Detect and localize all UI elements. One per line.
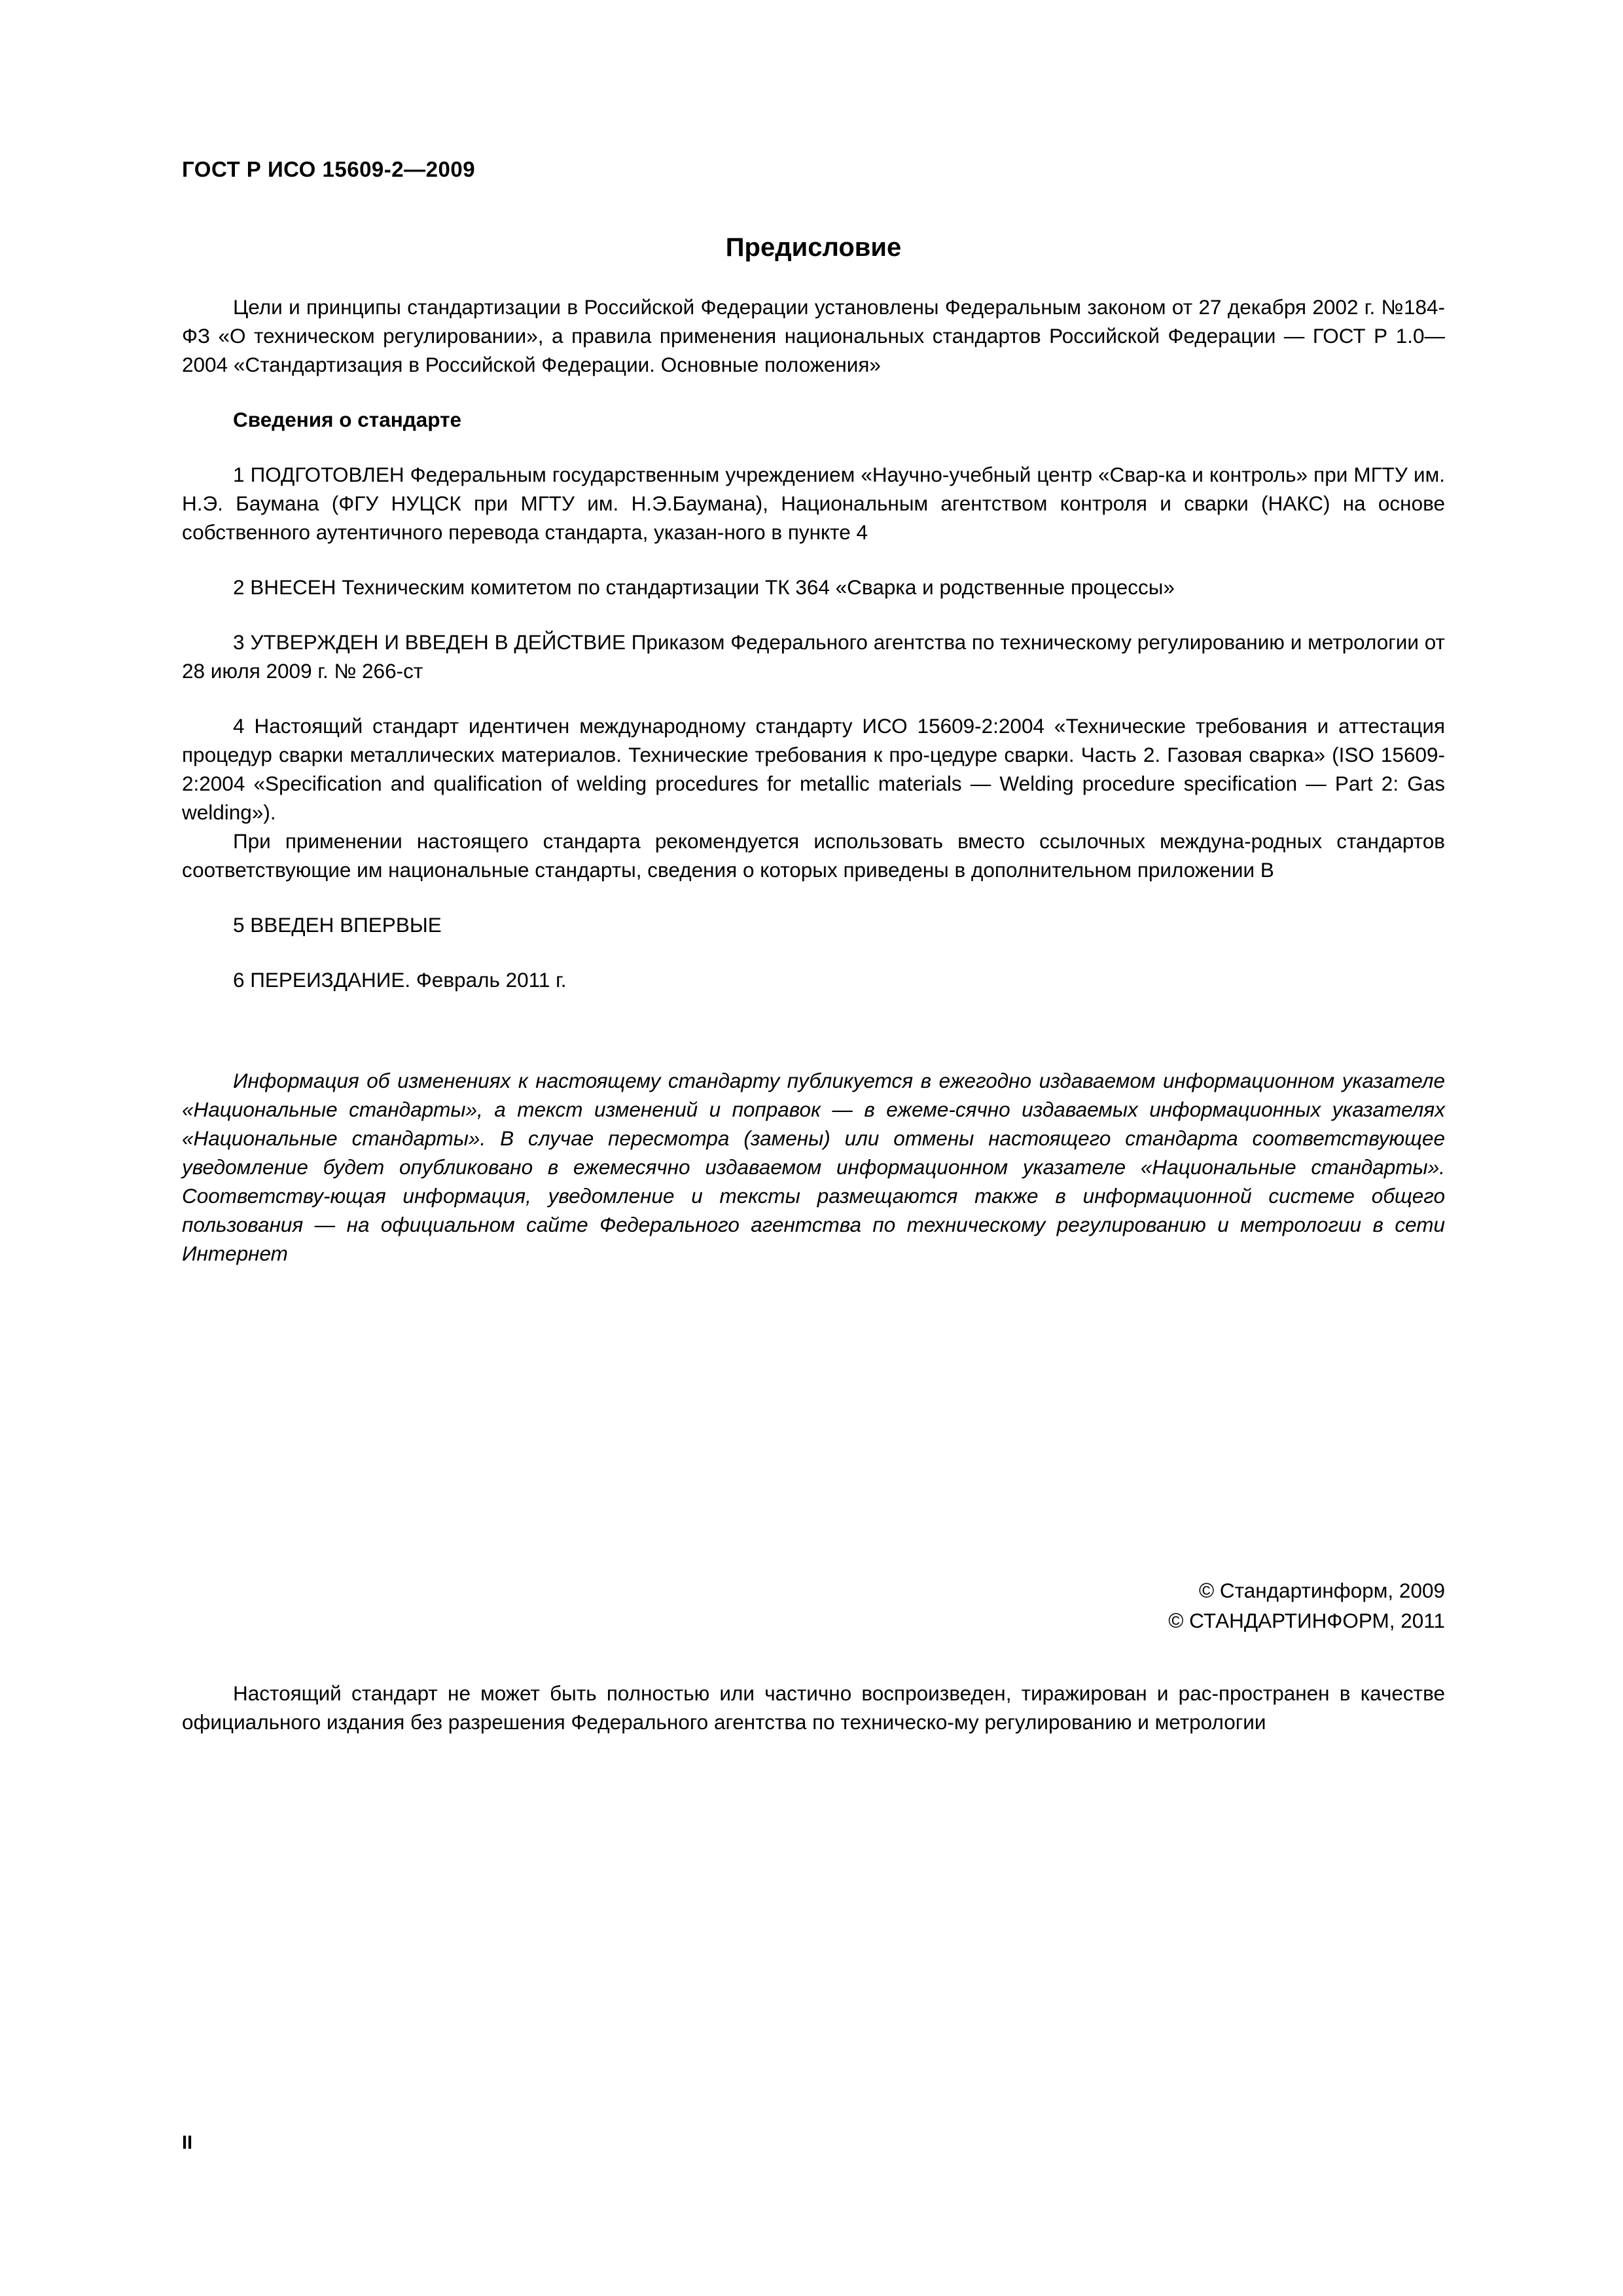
intro-paragraph: Цели и принципы стандартизации в Российской Федерации установлены Федеральным законом от 27 декабря 2002 г. №184-ФЗ «О техническом регулировании», а правила применения национальных стандартов Российской Федерации — ГОСТ Р 1.0—2004 «Стандартизация в Российской Федерации. Основные положения» [182,295,1445,376]
amendment-notice-text: Информация об изменениях к настоящему стандарту публикуется в ежегодно издаваемом информационном указателе «Национальные стандарты», а текст изменений и поправок — в ежеме-сячно издаваемых информационных указателях «Национальные стандарты». В случае пересмотра (замены) или отмены настоящего стандарта соответствующее уведомление будет опубликовано в ежемесячно издаваемом информационном указателе «Национальные стандарты». Соответству-ющая информация, уведомление и тексты размещаются также в информационной системе общего пользования — на официальном сайте Федерального агентства по техническому регулированию и метрологии в сети Интернет [182,1069,1445,1265]
page-title: Предисловие [725,233,902,262]
page-content [182,157,1445,1736]
clause-4-text: 4 Настоящий стандарт идентичен международному стандарту ИСО 15609-2:2004 «Технические требования и аттестация процедур сварки металлических материалов. Технические требования к про-цедуре сварки. Часть 2. Газовая сварка» (ISO 15609-2:2004 «Specification and qualification of welding procedures for metallic materials — Welding procedure specification — Part 2: Gas welding»). [182,714,1445,824]
clause-3 [182,628,1445,685]
clause-6 [182,965,1445,994]
clause-5-text: 5 ВВЕДЕН ВПЕРВЫЕ [233,913,442,937]
copyright-line-2: © СТАНДАРТИНФОРМ, 2011 [1168,1609,1445,1632]
clause-1-text: 1 ПОДГОТОВЛЕН Федеральным государственным учреждением «Научно-учебный центр «Свар-ка и контроль» при МГТУ им. Н.Э. Баумана (ФГУ НУЦСК при МГТУ им. Н.Э.Баумана), Национальным агентством контроля и сварки (НАКС) на основе собственного аутентичного перевода стандарта, указан-ного в пункте 4 [182,463,1445,544]
clause-2 [182,573,1445,601]
clause-4-continuation: При применении настоящего стандарта рекомендуется использовать вместо ссылочных междуна-родных стандартов соответствующие им национальные стандарты, сведения о которых приведены в дополнительном приложении В [182,829,1445,882]
reproduction-note-text: Настоящий стандарт не может быть полностью или частично воспроизведен, тиражирован и рас-пространен в качестве официального издания без разрешения Федерального агентства по техническо-му регулированию и метрологии [182,1681,1445,1734]
page-number: II [182,2132,193,2153]
clause-3-text: 3 УТВЕРЖДЕН И ВВЕДЕН В ДЕЙСТВИЕ Приказом Федерального агентства по техническому регулированию и метрологии от 28 июля 2009 г. № 266-ст [182,630,1445,683]
copyright-line-1: © Стандартинформ, 2009 [1198,1579,1445,1602]
clause-6-text: 6 ПЕРЕИЗДАНИЕ. Февраль 2011 г. [233,968,567,992]
clause-2-text: 2 ВНЕСЕН Техническим комитетом по стандартизации ТК 364 «Сварка и родственные процессы» [233,575,1175,599]
reproduction-note [182,1679,1445,1736]
clause-4 [182,711,1445,827]
standard-code-header: ГОСТ Р ИСО 15609-2—2009 [182,157,476,181]
section-heading: Сведения о стандарте [233,408,462,431]
amendment-notice [182,1066,1445,1268]
copyright-block [182,1575,1445,1636]
clause-1 [182,460,1445,547]
clause-5 [182,910,1445,939]
